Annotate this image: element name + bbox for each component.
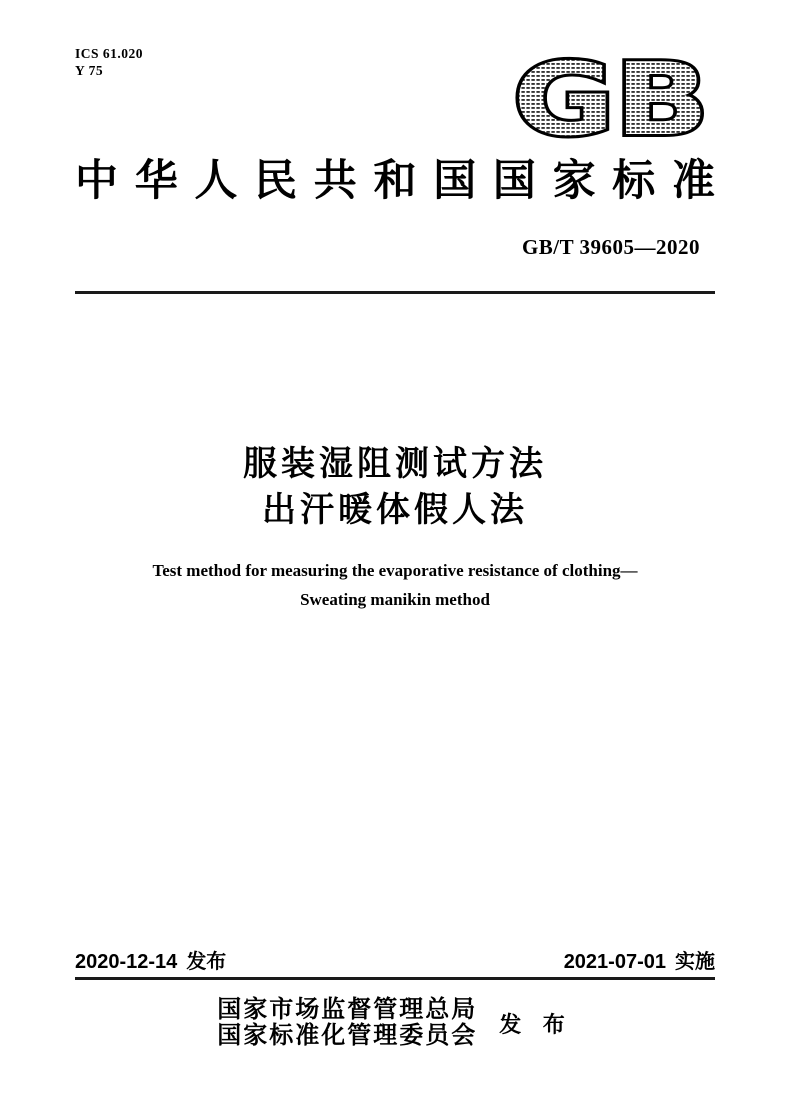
national-standard-title: 中华人民共和国国家标准 (75, 158, 715, 205)
implementation-date-group (564, 949, 715, 975)
footer-divider-line (75, 977, 715, 980)
publish-label: 发 布 (499, 1011, 573, 1037)
document-title-en-line2: Sweating manikin method (300, 590, 490, 609)
issuer-block (0, 997, 790, 1049)
issue-label: 发布 (186, 951, 227, 973)
document-title-en (0, 556, 790, 614)
document-title-en-line1: Test method for measuring the evaporative resistance of clothing— (152, 561, 638, 580)
ics-block (75, 45, 143, 79)
gb-logo (506, 54, 716, 144)
header-divider-line (75, 291, 715, 294)
document-title-cn (0, 441, 790, 533)
document-title-cn-line1: 服装湿阻测试方法 (243, 445, 547, 483)
dates-row (75, 949, 715, 975)
issuer-line2: 国家标准化管理委员会 (217, 1023, 478, 1049)
implementation-date: 2021-07-01 (563, 951, 666, 973)
ics-code: ICS 61.020 (75, 46, 144, 61)
issuer-names (217, 997, 477, 1049)
issuer-line1: 国家市场监督管理总局 (217, 997, 478, 1023)
document-title-cn-line2: 出汗暖体假人法 (262, 491, 528, 529)
implementation-label: 实施 (675, 951, 715, 973)
issue-date: 2020-12-14 (75, 951, 178, 973)
issue-date-group (75, 949, 226, 975)
classification-code: Y 75 (75, 63, 104, 78)
gb-logo-text: GB (513, 54, 709, 144)
standard-number: GB/T 39605—2020 (521, 235, 700, 259)
